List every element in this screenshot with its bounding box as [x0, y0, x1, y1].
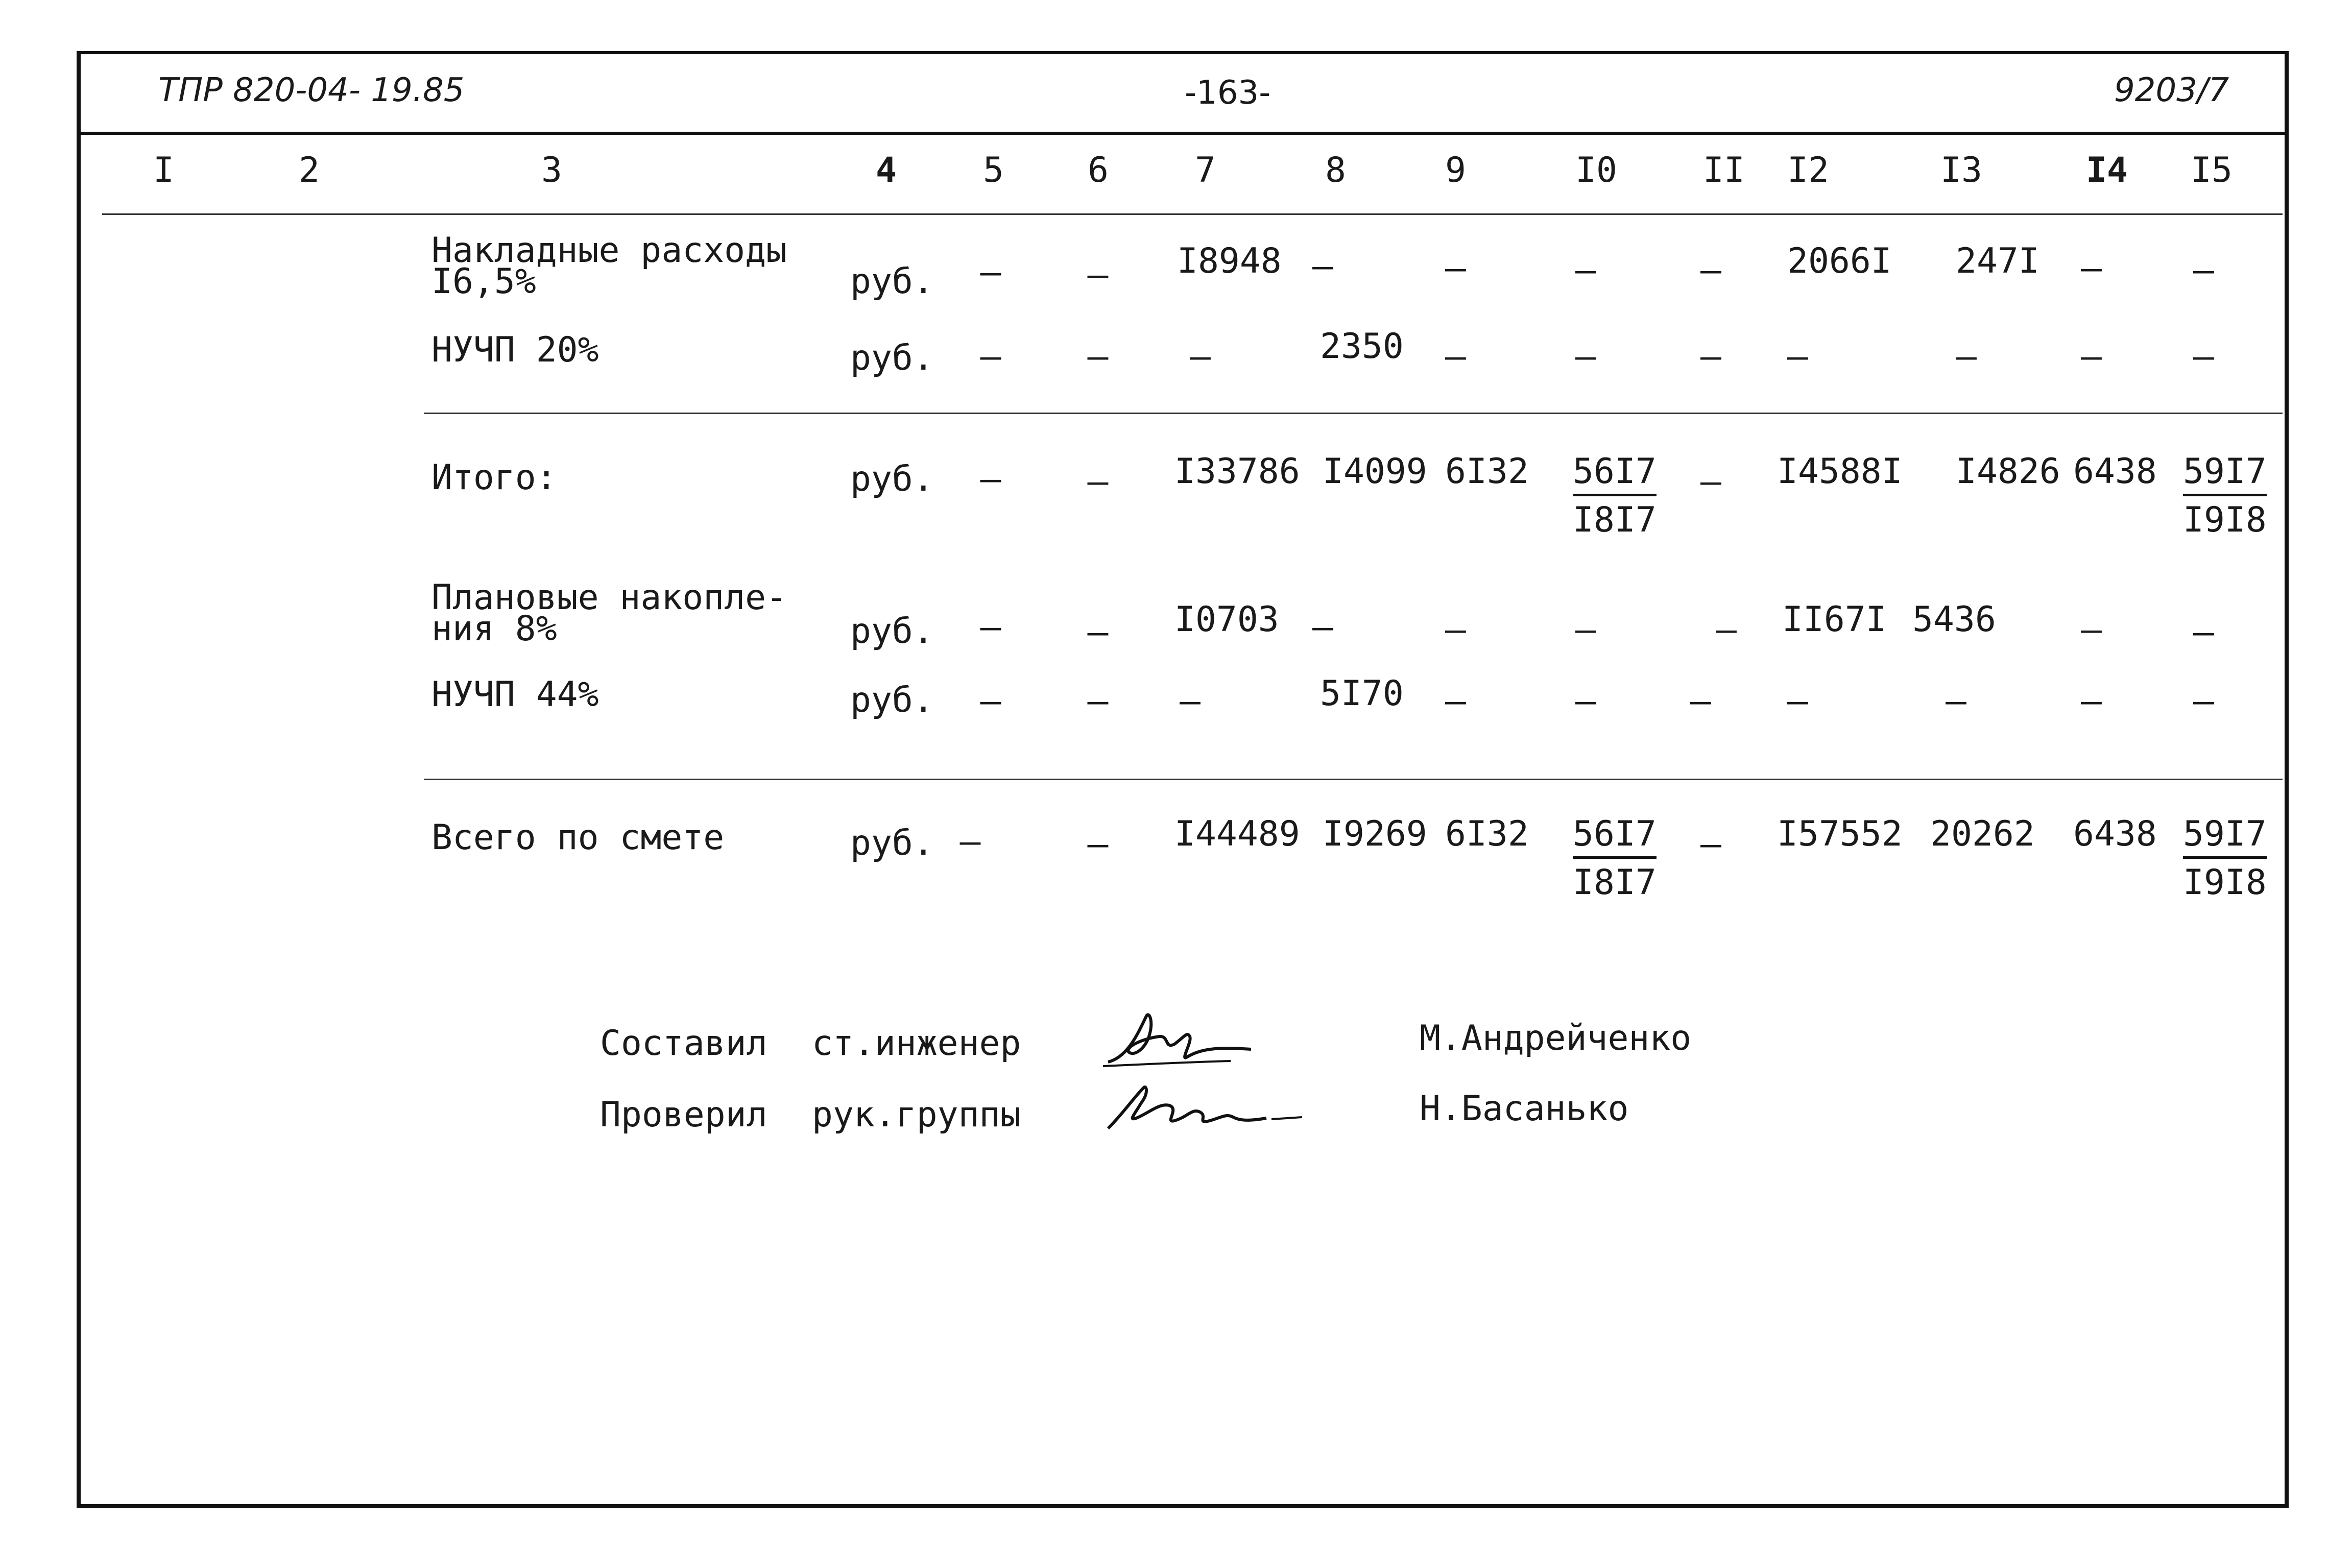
row-label-planned-savings: Плановые накопле- ния 8%: [431, 577, 787, 649]
page-number: -163-: [1185, 74, 1271, 112]
cell-c13: I4826: [1956, 451, 2060, 492]
cell-c10: –: [1575, 681, 1596, 721]
cell-c9: 6I32: [1445, 451, 1529, 492]
cell-c9: –: [1445, 610, 1466, 650]
cell-c11: –: [1700, 336, 1721, 377]
header-divider: [77, 132, 2285, 135]
cell-c9: –: [1445, 248, 1466, 288]
handwritten-signature-1: [1098, 1001, 1266, 1077]
cell-c8: –: [1312, 607, 1333, 647]
column-number: 3: [541, 150, 562, 190]
cell-c9: 6I32: [1445, 814, 1529, 854]
column-number: 7: [1195, 150, 1216, 190]
cell-c13: –: [1956, 336, 1977, 377]
column-number: I5: [2191, 150, 2233, 190]
column-number: I2: [1787, 150, 1829, 190]
cell-c15-fraction: [2183, 452, 2267, 540]
cell-c15: –: [2193, 681, 2214, 721]
cell-c6: –: [1087, 612, 1109, 653]
fraction-denominator: I9I8: [2183, 500, 2267, 541]
cell-c10: –: [1575, 336, 1596, 377]
cell-c7: I44489: [1174, 814, 1300, 854]
row-label-overhead: Накладные расходы I6,5%: [431, 230, 787, 302]
fraction-denominator: I9I8: [2183, 862, 2267, 903]
column-header-divider: [102, 213, 2283, 215]
cell-c13: 5436: [1912, 599, 1996, 640]
signature-name-checked: Н.Басанько: [1420, 1089, 1629, 1129]
cell-c5: –: [980, 607, 1001, 647]
cell-c7: –: [1180, 681, 1201, 721]
signature-position-checked: рук.группы: [812, 1095, 1021, 1135]
column-number: I3: [1940, 150, 1982, 190]
cell-c12: 2066I: [1787, 241, 1892, 281]
cell-c15: –: [2193, 250, 2214, 291]
cell-c14: –: [2081, 248, 2102, 288]
row-label-total: Итого:: [431, 457, 557, 498]
column-number: 2: [299, 150, 320, 190]
cell-c12: II67I: [1782, 599, 1887, 640]
fraction-numerator: 56I7: [1573, 452, 1657, 496]
cell-c5: –: [980, 459, 1001, 499]
row-unit: руб.: [850, 261, 934, 302]
cell-c5: –: [959, 822, 981, 862]
row-unit: руб.: [850, 459, 934, 499]
cell-c12: I4588I: [1777, 451, 1903, 492]
fraction-numerator: 59I7: [2183, 452, 2267, 496]
cell-c10-fraction: [1573, 452, 1657, 540]
cell-c15: –: [2193, 336, 2214, 377]
column-number: 9: [1445, 150, 1466, 190]
cell-c13: –: [1946, 681, 1966, 721]
row-unit: руб.: [850, 338, 934, 378]
cell-c5: –: [980, 681, 1001, 721]
row-unit: руб.: [850, 611, 934, 652]
doc-code: ТПР 820-04- 19.85: [158, 71, 465, 109]
fraction-denominator: I8I7: [1573, 500, 1657, 541]
column-number: I4: [2086, 150, 2128, 190]
cell-c8: 5I70: [1320, 673, 1404, 714]
cell-c11: –: [1690, 681, 1711, 721]
signature-position-compiled: ст.инженер: [812, 1023, 1021, 1064]
cell-c10: –: [1575, 250, 1596, 291]
cell-c11: –: [1700, 824, 1721, 864]
column-number: 8: [1325, 150, 1346, 190]
cell-c8: I9269: [1323, 814, 1427, 854]
cell-c10: –: [1575, 610, 1596, 650]
cell-c10-fraction: [1573, 814, 1657, 903]
handwritten-signature-2: [1098, 1072, 1312, 1139]
cell-c15-fraction: [2183, 814, 2267, 903]
row-label-grand-total: Всего по смете: [431, 817, 725, 858]
fraction-numerator: 59I7: [2183, 814, 2267, 859]
cell-c11: –: [1716, 610, 1737, 650]
column-number: 4: [876, 150, 897, 190]
cell-c6: –: [1087, 336, 1109, 377]
cell-c7: I33786: [1174, 451, 1300, 492]
row-unit: руб.: [850, 823, 934, 863]
cell-c6: –: [1087, 255, 1109, 295]
cell-c15: –: [2193, 612, 2214, 653]
fraction-numerator: 56I7: [1573, 814, 1657, 859]
cell-c14: –: [2081, 336, 2102, 377]
column-number: I: [153, 150, 174, 190]
cell-c13: 20262: [1930, 814, 2035, 854]
column-number: 6: [1088, 150, 1109, 190]
cell-c8: I4099: [1323, 451, 1427, 492]
cell-c7: I8948: [1177, 241, 1282, 281]
cell-c9: –: [1445, 681, 1466, 721]
cell-c8: 2350: [1320, 326, 1404, 367]
grand-total-divider: [424, 779, 2283, 780]
cell-c5: –: [980, 336, 1001, 377]
cell-c12: I57552: [1777, 814, 1903, 854]
column-number: II: [1703, 150, 1745, 190]
cell-c14: –: [2081, 681, 2102, 721]
row-label-nuchp-44: НУЧП 44%: [431, 674, 599, 715]
cell-c6: –: [1087, 462, 1109, 502]
cell-c14: 6438: [2073, 814, 2157, 854]
cell-c9: –: [1445, 336, 1466, 377]
column-number: I0: [1575, 150, 1617, 190]
cell-c12: –: [1787, 336, 1808, 377]
signature-name-compiled: М.Андрейченко: [1420, 1018, 1692, 1058]
row-label-nuchp-20: НУЧП 20%: [431, 330, 599, 370]
cell-c5: –: [980, 252, 1001, 293]
cell-c13: 247I: [1956, 241, 2039, 281]
signature-role-checked: Проверил: [600, 1095, 767, 1135]
cell-c11: –: [1700, 250, 1721, 291]
subtotal-divider: [424, 413, 2283, 414]
fraction-denominator: I8I7: [1573, 862, 1657, 903]
cell-c8: –: [1312, 246, 1333, 286]
cell-c12: –: [1787, 681, 1808, 721]
signature-role-compiled: Составил: [600, 1023, 767, 1064]
cell-c11: –: [1700, 462, 1721, 502]
cell-c6: –: [1087, 824, 1109, 864]
cell-c6: –: [1087, 681, 1109, 721]
cell-c14: 6438: [2073, 451, 2157, 492]
column-number: 5: [983, 150, 1004, 190]
cell-c7: –: [1190, 336, 1211, 377]
cell-c7: I0703: [1174, 599, 1279, 640]
cell-c14: –: [2081, 610, 2102, 650]
row-unit: руб.: [850, 680, 934, 720]
sheet-code: 9203/7: [2114, 71, 2229, 109]
